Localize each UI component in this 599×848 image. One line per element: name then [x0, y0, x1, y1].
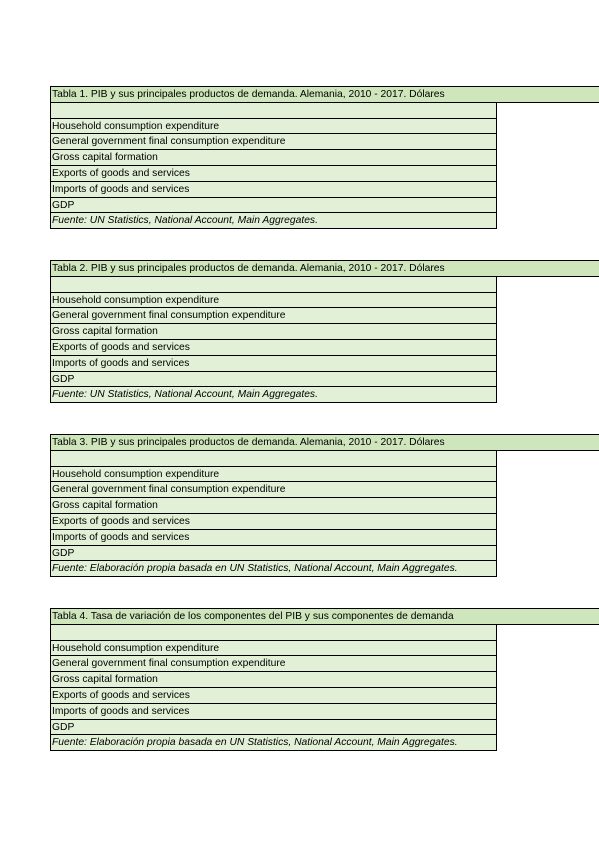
table-4-row-gdp: GDP: [51, 720, 496, 736]
table-3-row-imports: Imports of goods and services: [51, 530, 496, 546]
table-2: [50, 260, 599, 403]
table-4-title: Tabla 4. Tasa de variación de los componentes del PIB y sus componentes de demanda: [52, 611, 454, 622]
table-4-grid: [50, 625, 497, 751]
table-3-row-government: General government final consumption expenditure: [51, 482, 496, 498]
table-2-title-bar: [50, 260, 599, 277]
table-3-header-row: [51, 451, 496, 467]
table-1-row-capital: Gross capital formation: [51, 150, 496, 166]
table-2-row-exports: Exports of goods and services: [51, 340, 496, 356]
table-1-row-exports: Exports of goods and services: [51, 166, 496, 182]
table-2-row-gdp: GDP: [51, 372, 496, 388]
table-4-title-row: [51, 609, 599, 625]
table-4-header-row: [51, 625, 496, 641]
table-4-title-bar: [50, 608, 599, 625]
table-1-row-imports: Imports of goods and services: [51, 182, 496, 198]
table-4-row-government: General government final consumption expenditure: [51, 656, 496, 672]
table-1-row-government: General government final consumption expenditure: [51, 134, 496, 150]
table-1-row-household: Household consumption expenditure: [51, 119, 496, 135]
table-3-row-gdp: GDP: [51, 546, 496, 562]
table-4-row-exports: Exports of goods and services: [51, 688, 496, 704]
table-2-grid: [50, 277, 497, 403]
table-3-title-bar: [50, 434, 599, 451]
table-1-grid: [50, 103, 497, 229]
table-4: [50, 608, 599, 751]
table-3-grid: [50, 451, 497, 577]
table-2-row-imports: Imports of goods and services: [51, 356, 496, 372]
table-2-row-household: Household consumption expenditure: [51, 293, 496, 309]
table-1-title-row: [51, 87, 599, 103]
table-1-title-bar: [50, 86, 599, 103]
table-3: [50, 434, 599, 577]
table-1: [50, 86, 599, 229]
table-1-title: Tabla 1. PIB y sus principales productos de demanda. Alemania, 2010 - 2017. Dólares: [52, 89, 445, 100]
table-2-row-capital: Gross capital formation: [51, 324, 496, 340]
table-1-row-gdp: GDP: [51, 198, 496, 214]
table-3-row-household: Household consumption expenditure: [51, 467, 496, 483]
table-3-title-row: [51, 435, 599, 451]
table-2-title: Tabla 2. PIB y sus principales productos de demanda. Alemania, 2010 - 2017. Dólares: [52, 263, 445, 274]
table-3-source: Fuente: Elaboración propia basada en UN Statistics, National Account, Main Aggregates.: [51, 561, 496, 577]
table-3-title: Tabla 3. PIB y sus principales productos de demanda. Alemania, 2010 - 2017. Dólares: [52, 437, 445, 448]
table-3-row-exports: Exports of goods and services: [51, 514, 496, 530]
table-2-header-row: [51, 277, 496, 293]
table-2-source: Fuente: UN Statistics, National Account, Main Aggregates.: [51, 387, 496, 403]
table-4-source: Fuente: Elaboración propia basada en UN Statistics, National Account, Main Aggregates.: [51, 735, 496, 751]
table-4-row-imports: Imports of goods and services: [51, 704, 496, 720]
table-1-source: Fuente: UN Statistics, National Account, Main Aggregates.: [51, 213, 496, 229]
table-4-row-capital: Gross capital formation: [51, 672, 496, 688]
table-1-header-row: [51, 103, 496, 119]
table-3-row-capital: Gross capital formation: [51, 498, 496, 514]
table-4-row-household: Household consumption expenditure: [51, 641, 496, 657]
table-2-row-government: General government final consumption expenditure: [51, 308, 496, 324]
table-2-title-row: [51, 261, 599, 277]
